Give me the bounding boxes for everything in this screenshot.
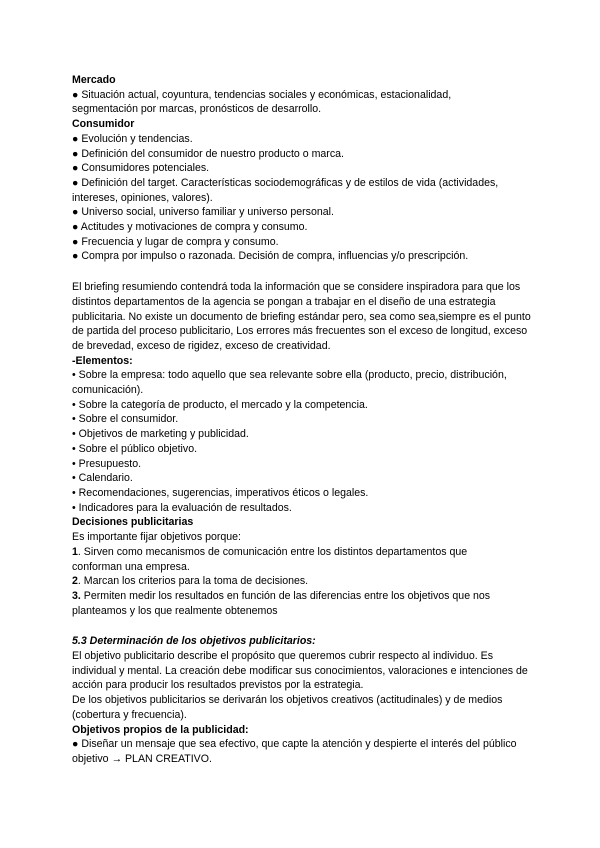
decision-item <box>72 574 540 589</box>
consumidor-item: ● Consumidores potenciales. <box>72 162 210 175</box>
objetivos-propios-item: ● Diseñar un mensaje que sea efectivo, que capte la atención y despierte el interés del público objetivo → PLAN CREATIVO. <box>72 738 517 765</box>
briefing-paragraph: El briefing resumiendo contendrá toda la información que se considere inspiradora para que los distintos departamentos de la agencia se pongan a trabajar en el diseño de una estrategia publicitaria. No existe un documento de briefing estándar pero, sea como sea,siempre es el punto de partida del proceso publicitario, Los errores más frecuentes son el exceso de longitud, exceso de brevedad, exceso de rigidez, exceso de creatividad. <box>72 281 531 352</box>
objetivos-propios-heading: Objetivos propios de la publicidad: <box>72 723 249 736</box>
decision-text: planteamos y los que realmente obtenemos <box>72 604 278 617</box>
decision-text: conforman una empresa. <box>72 560 190 573</box>
consumidor-item: ● Universo social, universo familiar y universo personal. <box>72 206 334 219</box>
decision-item <box>72 560 540 575</box>
section53-paragraph: De los objetivos publicitarios se derivarán los objetivos creativos (actitudinales) y de medios (cobertura y frecuencia). <box>72 694 503 721</box>
decision-number: 1 <box>72 545 78 558</box>
elemento-item: • Sobre el público objetivo. <box>72 442 198 455</box>
document-page <box>72 73 540 767</box>
decision-item <box>72 604 540 619</box>
elemento-item: • Indicadores para la evaluación de resultados. <box>72 501 292 514</box>
consumidor-item: ● Frecuencia y lugar de compra y consumo. <box>72 235 279 248</box>
decisiones-intro: Es importante fijar objetivos porque: <box>72 531 241 544</box>
decision-text: . Sirven como mecanismos de comunicación entre los distintos departamentos que <box>77 545 468 558</box>
consumidor-item: ● Compra por impulso o razonada. Decisión de compra, influencias y/o prescripción. <box>72 250 469 263</box>
elemento-item: • Sobre la categoría de producto, el mercado y la competencia. <box>72 398 368 411</box>
section-heading-consumidor: Consumidor <box>72 118 135 131</box>
paragraph-spacer <box>72 264 540 280</box>
elemento-item: • Calendario. <box>72 472 133 485</box>
decision-number: 2 <box>72 575 78 588</box>
elemento-item: • Objetivos de marketing y publicidad. <box>72 428 249 441</box>
mercado-line: ● Situación actual, coyuntura, tendencias sociales y económicas, estacionalidad, <box>72 88 452 101</box>
consumidor-item: ● Evolución y tendencias. <box>72 132 193 145</box>
section-heading-mercado: Mercado <box>72 74 116 86</box>
elemento-item: • Sobre la empresa: todo aquello que sea relevante sobre ella (producto, precio, distribución, comunicación). <box>72 369 507 397</box>
consumidor-item: ● Actitudes y motivaciones de compra y consumo. <box>72 221 308 234</box>
consumidor-item: ● Definición del consumidor de nuestro producto o marca. <box>72 147 344 160</box>
elemento-item: • Recomendaciones, sugerencias, imperativos éticos o legales. <box>72 486 369 499</box>
decision-item <box>72 545 540 560</box>
section-heading-5-3: 5.3 Determinación de los objetivos publicitarios: <box>72 635 316 648</box>
decision-text: Permiten medir los resultados en función de las diferencias entre los objetivos que nos <box>80 589 491 602</box>
decision-text: . Marcan los criterios para la toma de decisiones. <box>77 575 309 588</box>
elemento-item: • Sobre el consumidor. <box>72 413 179 426</box>
section53-paragraph: El objetivo publicitario describe el propósito que queremos cubrir respecto al individuo. Es individual y mental. La creación debe modificar sus conocimientos, valoraciones e intenciones de acción para producir los resultados previstos por la estrategia. <box>72 650 528 692</box>
decision-number: 3. <box>72 589 81 602</box>
paragraph-spacer <box>72 618 540 634</box>
consumidor-item: ● Definición del target. Características sociodemográficas y de estilos de vida (actividades, intereses, opiniones, valores). <box>72 176 499 204</box>
elemento-item: • Presupuesto. <box>72 457 142 470</box>
decision-item <box>72 589 540 604</box>
mercado-line: segmentación por marcas, pronósticos de desarrollo. <box>72 103 322 116</box>
section-heading-decisiones: Decisiones publicitarias <box>72 516 194 529</box>
elementos-heading: -Elementos: <box>72 354 133 367</box>
